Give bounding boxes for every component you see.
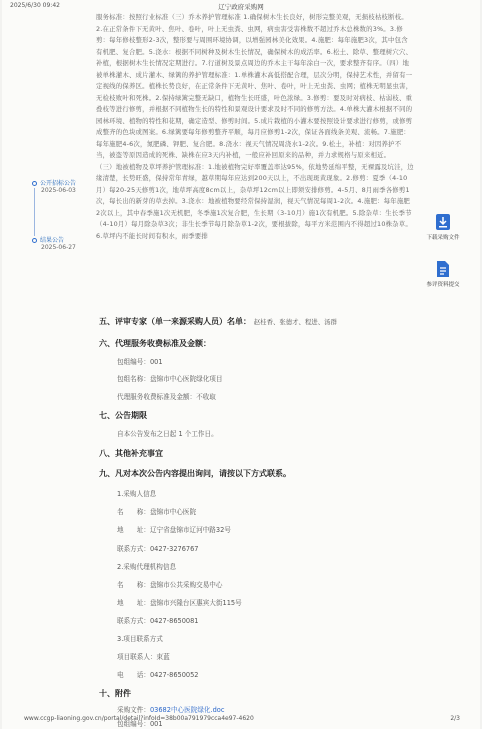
section-notice-period-title: 七、公告期限 — [99, 411, 147, 420]
expert-names: 赵桂香、张德才、程进、汤群 — [253, 318, 337, 326]
notice-period-text: 自本公告发布之日起 1 个工作日。 — [117, 430, 218, 438]
attachment-row — [117, 704, 224, 714]
purchaser-phone: 联系方式：0427-3276767 — [117, 545, 199, 553]
page-url: www.ccgp-liaoning.gov.cn/portal/detail?infoId=38b00a791979cca4e97-4620 — [24, 715, 254, 722]
download-doc-label: 下载采购文件 — [426, 235, 460, 241]
section-attachment-title: 十、附件 — [99, 689, 131, 698]
page-number: 2/3 — [450, 715, 460, 722]
package-name: 包组名称：盘锦市中心医院绿化项目 — [117, 375, 223, 383]
agency-info-heading: 2.采购代理机构信息 — [117, 563, 177, 571]
attachment-link[interactable]: 03682中心医院绿化.doc — [149, 706, 225, 714]
attachment-label: 采购文件： — [117, 706, 150, 714]
project-contact-person: 项目联系人：束蓝 — [117, 653, 170, 661]
timeline-item[interactable] — [32, 178, 76, 194]
purchaser-address: 地 址：辽宁省盘锦市辽河中路32号 — [117, 526, 231, 534]
download-icon — [435, 213, 451, 231]
purchaser-name: 名 称：盘锦市中心医院 — [117, 508, 197, 516]
section-agency-fee-title: 六、代理服务收费标准及金额： — [99, 339, 211, 348]
attachment-package-number: 包组编号：001 — [117, 720, 163, 728]
package-number: 包组编号：001 — [117, 358, 163, 366]
site-title: 辽宁政府采购网 — [218, 3, 264, 11]
agency-address: 地 址：盘锦市兴隆台区惠宾大街115号 — [117, 599, 242, 607]
purchaser-info-heading: 1.采购人信息 — [117, 490, 157, 498]
timeline-item[interactable] — [32, 235, 76, 251]
submit-materials-label: 参评资料提交 — [426, 282, 460, 288]
timeline-label: 结果公告 — [40, 237, 65, 244]
document-upload-icon — [435, 260, 451, 278]
body-paragraph: （三）地被植物及草坪养护管理标准：1.地被植物完好率覆盖率达95%，依地势延绵平整，无裸露及坑洼，边缘清楚，长势旺盛，保持常年青绿，越草期每年应达到200天以上，不出现斑黄现象。2.修剪：夏季（4-10月）每20-25天修剪1次，地草坪高度8cm以上，杂草坪12cm以上即须安排修剪。4-5月、8月雨季各修剪1次，每长出的新芽的草去掉。3.浇水：地被植物要经常保持湿润，视天气情况每周1-2次。4.施肥：每年施肥2次以上，其中春季施1次无机肥，冬季施1次复合肥，生长期（3-10月）施1次有机肥。5.除杂草：生长季节（4-10月）每月除杂草3次；非生长季节每月除杂草1-2次，要根拔除，每平方米范围内不得超过10株杂草。6.草坪内不能长时间有积水，雨季要排 — [96, 162, 414, 240]
agency-fee: 代理服务收费标准及金额：不收取 — [117, 393, 216, 401]
section-contact-title: 九、凡对本次公告内容提出询问，请按以下方式联系。 — [99, 469, 291, 478]
document-page — [2, 0, 480, 729]
timeline-date: 2025-06-27 — [41, 244, 76, 251]
download-doc-button[interactable] — [421, 213, 465, 241]
timeline-date: 2025-06-03 — [41, 187, 76, 194]
submit-materials-button[interactable] — [421, 260, 465, 288]
timeline-dot-icon — [32, 181, 37, 186]
section-expert-list — [99, 316, 337, 327]
timeline-line — [34, 188, 35, 236]
project-contact-heading: 3.项目联系方式 — [117, 635, 163, 643]
section-other-title: 八、其他补充事宜 — [99, 449, 163, 458]
section-title: 五、评审专家（单一来源采购人员）名单： — [99, 317, 251, 326]
agency-name: 名 称：盘锦市公共采购交易中心 — [117, 581, 223, 589]
agency-phone: 联系方式：0427-8650081 — [117, 617, 199, 625]
timeline-label: 公开招标公告 — [40, 180, 77, 187]
service-standard-text — [96, 12, 414, 242]
timeline-dot-icon — [32, 238, 37, 243]
project-contact-phone: 电 话：0427-8650052 — [117, 671, 199, 679]
body-paragraph: 服务标准：按照行业标准（三）乔木养护管理标准 1.确保树木生长良好，树形完整美观，无损枝枯枝断枝。2.在正常条件下无黄叶、焦叶、卷叶，叶上无虫粪、虫网，病虫害受害株数不超过乔木总株数的3%。3.修剪：每年修枝整形2-3次，整形要与周围环境协调，以增强园林美化效果。4.施肥：每年施肥3次，其中包含有机肥、复合肥。5.浇水：根据不同树种及树木生长情况，确保树木的成活率。6.松土、除草、整理树穴穴、补植，根据树木生长情况定期进行。7.行道树及景点周边的乔木主干每年涂白一次，要求整齐有序。（四）地被单株灌木、成片灌木、绿篱的养护管理标准：1.单株灌木高低搭配合理，层次分明，保持艺术性，并留有一定视线的保养区。植株长势良好，在正常条件下无黄叶、焦叶、卷叶，叶上无虫粪、虫网；植株无明显虫害，无检枝败叶和死株。2.保持绿篱完整无缺口，植物生长旺盛，叶色浓绿。3.修剪：要及时对病枝、枯弱枝、重叠枝等进行修剪，并根据不同植物生长的特性和景观设计要求及时不同的修剪方法。4.单株大灌木根据不同的园林环境、植物的特性和花期，确定造型、修剪时间。5.成片栽植的小灌木要按照设计要求进行修剪，或修剪成整齐的色块或图案。6.绿篱要每年修剪整齐平顺，每月应修剪1-2次，保证各面线条美观、流畅。7.施肥：每年施肥4-6次，氮肥磷、钾肥、复合肥。8.浇水：视天气情况周浇水1-2次。9.松土，补植：对因养护不当，被盗等原因造成的死株、缺株在应3天内补植，一般应补回原来的品种，并力求规格与原来相近。 — [96, 13, 413, 159]
print-datetime: 2025/6/30 09:42 — [10, 2, 60, 9]
